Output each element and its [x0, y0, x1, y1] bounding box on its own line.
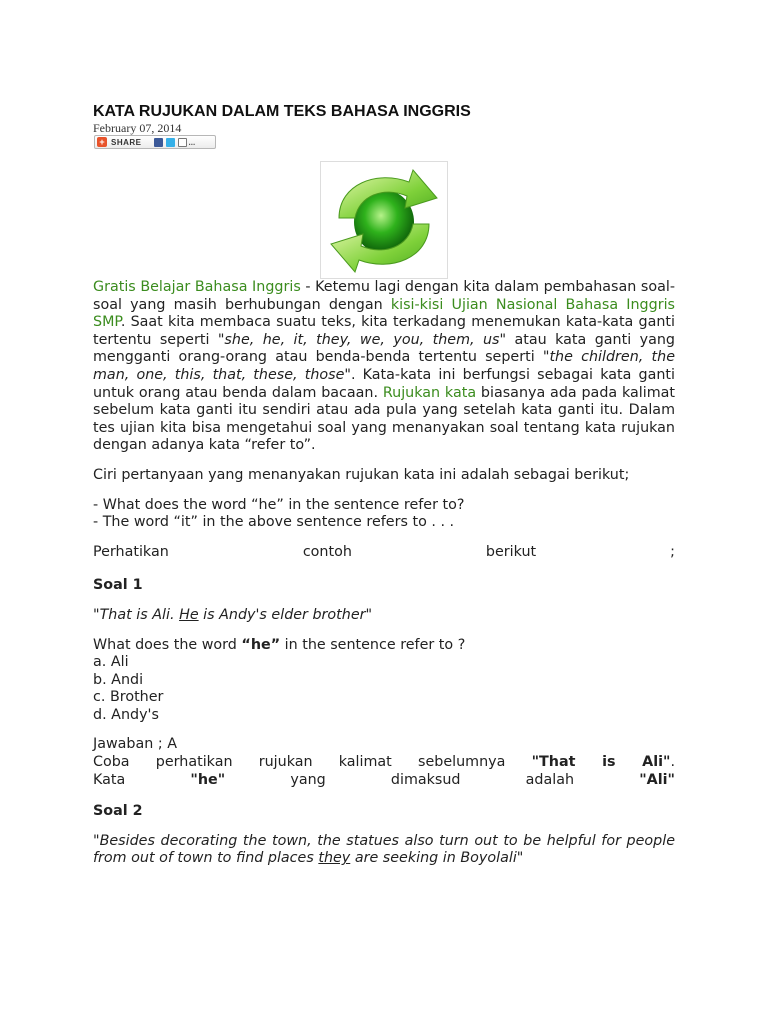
intro-text-2: . Saat kita membaca suatu teks, kita terkadang menemukan kata-kata ganti tertentu seperti — [93, 314, 675, 348]
pronoun-examples: "she, he, it, they, we, you, them, us" — [217, 331, 507, 348]
soal-1-question-block — [93, 637, 675, 725]
green-refresh-arrows-icon — [320, 161, 448, 279]
share-label: SHARE — [111, 137, 142, 147]
ciri-paragraph: Ciri pertanyaan yang menanyakan rujukan kata ini adalah sebagai berikut; — [93, 466, 630, 483]
intro-paragraph — [93, 279, 675, 455]
facebook-icon[interactable] — [154, 138, 163, 147]
question-forms — [93, 497, 675, 532]
option-d: d. Andy's — [93, 706, 159, 723]
intro-text-3: atau kata ganti yang mengganti orang-orang atau benda-benda tertentu seperti — [93, 331, 675, 366]
option-a: a. Ali — [93, 654, 129, 671]
noun-examples: "the children, the man, one, this, that, these, those" — [93, 349, 675, 383]
soal-1-question: What does the word “he” in the sentence refer to ? — [93, 636, 466, 653]
twitter-icon[interactable] — [166, 138, 175, 147]
intro-text-4: . Kata-kata ini berfungsi sebagai kata ganti untuk orang atau benda dalam bacaan. — [93, 366, 675, 401]
gratis-belajar-link[interactable]: Gratis Belajar Bahasa Inggris — [93, 279, 301, 295]
option-c: c. Brother — [93, 689, 164, 706]
question-form-2: - The word “it” in the above sentence refers to . . . — [93, 514, 455, 531]
soal-2-quote: "Besides decorating the town, the statues also turn out to be helpful for people from out of town to find places they are seeking in Boyolali" — [93, 832, 675, 867]
post-date: February 07, 2014 — [93, 121, 182, 135]
kisi-kisi-link[interactable]: kisi-kisi Ujian Nasional Bahasa Inggris SMP — [93, 296, 675, 331]
question-form-1: - What does the word “he” in the sentence refer to? — [93, 496, 465, 513]
soal-1-answer-block — [93, 736, 675, 789]
post-body — [93, 279, 675, 880]
soal-1-heading: Soal 1 — [93, 577, 143, 594]
soal-1-explanation-1: Coba perhatikan rujukan kalimat sebelumnya "That is Ali". — [93, 754, 675, 771]
more-share-text: ... — [188, 137, 196, 147]
share-button[interactable] — [94, 135, 216, 149]
soal-1-quote: "That is Ali. He is Andy's elder brother" — [93, 606, 373, 623]
rujukan-kata-link[interactable]: Rujukan kata — [382, 384, 477, 401]
soal-1-answer: Jawaban ; A — [93, 736, 178, 753]
soal-2-heading: Soal 2 — [93, 803, 143, 820]
soal-1-explanation-2: Kata "he" yang dimaksud adalah "Ali" — [93, 771, 675, 788]
addthis-plus-icon: + — [97, 137, 107, 147]
intro-text-5: biasanya ada pada kalimat sebelum kata ganti itu sendiri atau ada pula yang setelah kata ganti itu. Dalam tes ujian kita bisa mengetahui soal yang menanyakan soal tentang kata rujukan dengan adanya kata “refer to”. — [93, 384, 676, 454]
option-b: b. Andi — [93, 671, 144, 688]
perhatikan-line: Perhatikan contoh berikut ; — [93, 543, 675, 560]
post-title: KATA RUJUKAN DALAM TEKS BAHASA INGGRIS — [93, 103, 471, 120]
email-icon[interactable] — [178, 138, 187, 147]
intro-text-1: - Ketemu lagi dengan kita dalam pembahasan soal-soal yang masih berhubungan dengan — [93, 279, 676, 313]
